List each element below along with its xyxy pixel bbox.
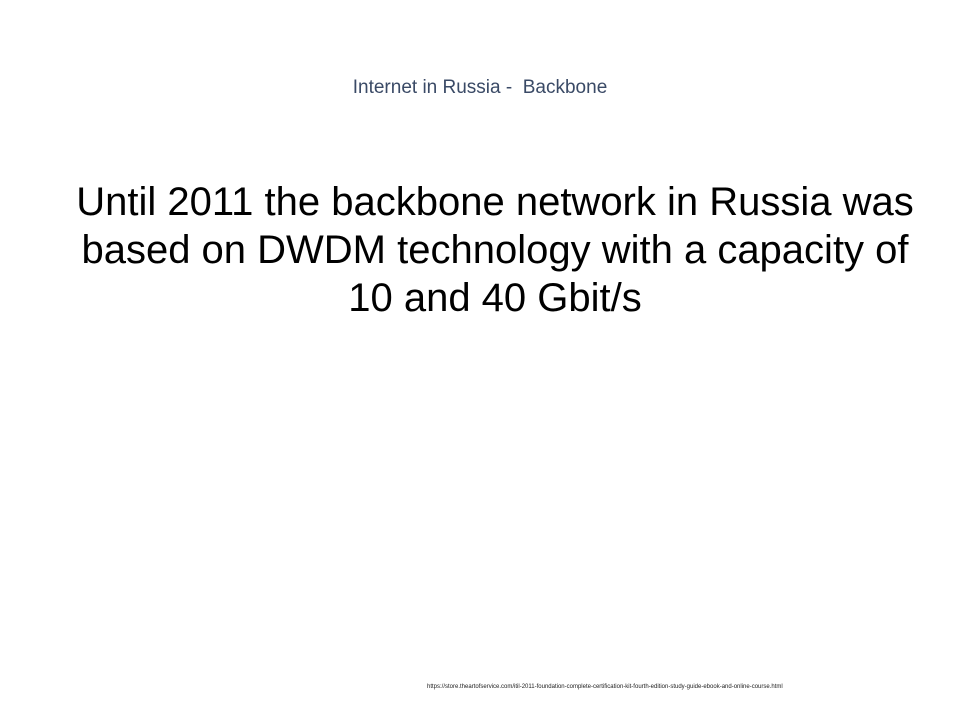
slide-title: Internet in Russia - Backbone (352, 77, 608, 98)
slide-body-text: Until 2011 the backbone network in Russia was based on DWDM technology with a capacity of 10 and 40 Gbit/s (76, 180, 914, 320)
footer-url: https://store.theartofservice.com/itil-2011-foundation-complete-certification-kit-fourth-edition-study-guide-ebook-and-online-course.html (427, 684, 783, 690)
